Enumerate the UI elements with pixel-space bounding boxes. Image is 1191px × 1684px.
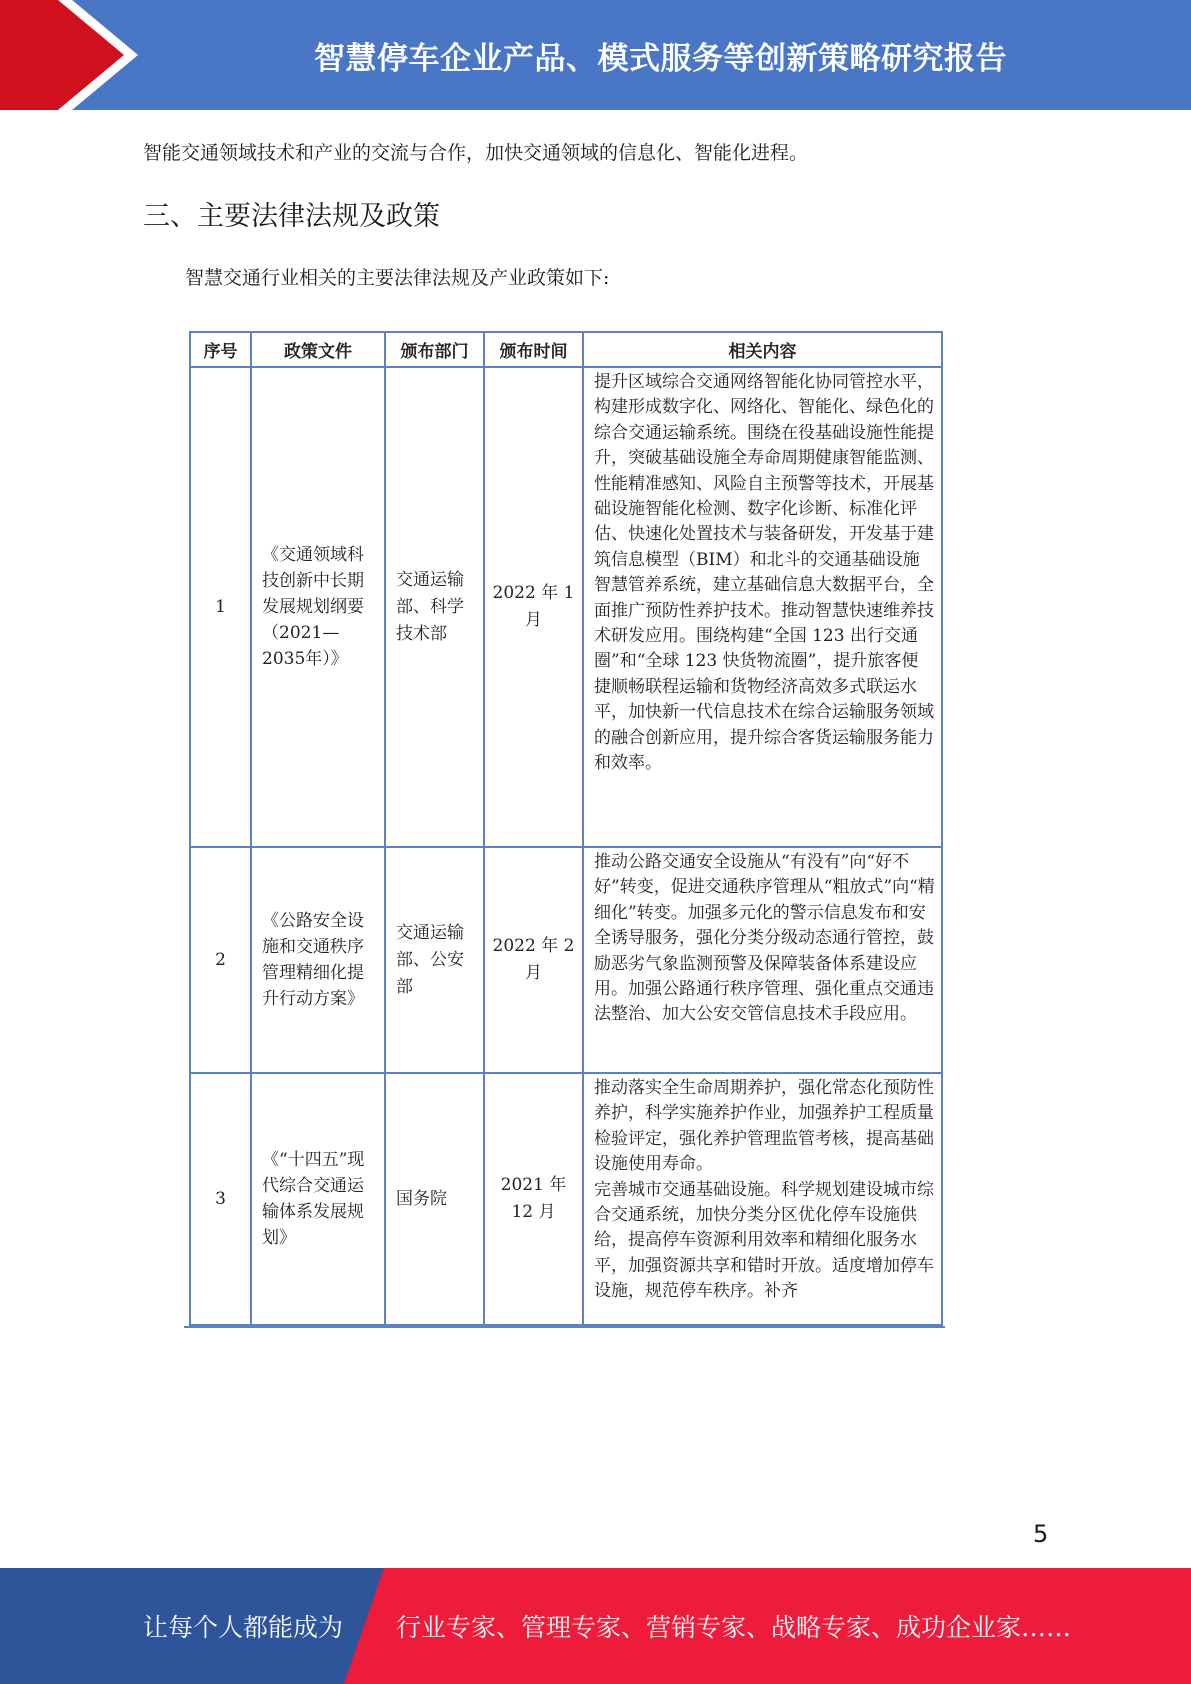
policy-table [189,331,943,1326]
header-num: 序号 [190,332,251,367]
header-dept: 颁布部门 [385,332,484,367]
table-row [190,847,942,1073]
chevron-arrow-icon [0,0,170,110]
section-heading: 三、主要法律法规及政策 [143,201,440,232]
lead-paragraph: 智慧交通行业相关的主要法律法规及产业政策如下: [185,267,610,289]
policy-content: 提升区域综合交通网络智能化协同管控水平，构建形成数字化、网络化、智能化、绿色化的综合交通运输系统。围绕在役基础设施性能提升，突破基础设施全寿命周期健康智能监测、性能精准感知、风险自主预警等技术，开展基础设施智能化检测、数字化诊断、标准化评估、快速化处置技术与装备研发，开发基于建筑信息模型（BIM）和北斗的交通基础设施智慧管养系统，建立基础信息大数据平台，全面推广预防性养护技术。推动智慧快速维养技术研发应用。围绕构建“全国 123 出行交通圈”和“全球 123 快货物流圈”，提升旅客便捷顺畅联程运输和货物经济高效多式联运水平，加快新一代信息技术在综合运输服务领域的融合创新应用，提升综合客货运输服务能力和效率。 [583,367,942,847]
intro-paragraph: 智能交通领域技术和产业的交流与合作，加快交通领域的信息化、智能化进程。 [143,142,809,164]
row-number: 2 [190,847,251,1073]
issue-date: 2022 年 2 月 [484,847,583,1073]
issue-date: 2021 年 12 月 [484,1073,583,1325]
report-title: 智慧停车企业产品、模式服务等创新策略研究报告 [314,40,1007,77]
issuing-department: 交通运输部、公安部 [385,847,484,1073]
row-number: 1 [190,367,251,847]
table-row [190,1073,942,1325]
issue-date: 2022 年 1 月 [484,367,583,847]
report-footer [0,1568,1191,1684]
issuing-department: 交通运输部、科学技术部 [385,367,484,847]
policy-document: 《公路安全设施和交通秩序管理精细化提升行动方案》 [251,847,385,1073]
header-doc: 政策文件 [251,332,385,367]
policy-content: 推动公路交通安全设施从“有没有”向“好不好”转变，促进交通秩序管理从“粗放式”向“精细化”转变。加强多元化的警示信息发布和安全诱导服务，强化分类分级动态通行管控，鼓励恶劣气象监测预警及保障装备体系建设应用。加强公路通行秩序管理、强化重点交通违法整治、加大公安交管信息技术手段应用。 [583,847,942,1073]
page-number: 5 [1033,1520,1049,1548]
table-bottom-rule [184,1326,945,1328]
policy-content: 推动落实全生命周期养护，强化常态化预防性养护，科学实施养护作业，加强养护工程质量检验评定，强化养护管理监管考核，提高基础设施使用寿命。 完善城市交通基础设施。科学规划建设城市综合交通系统，加快分类分区优化停车设施供给，提高停车资源利用效率和精细化服务水平，加强资源共享和错时开放。适度增加停车设施，规范停车秩序。补齐 [583,1073,942,1325]
footer-slogan-left: 让每个人都能成为 [143,1613,344,1642]
row-number: 3 [190,1073,251,1325]
table-header-row [190,332,942,367]
table-row [190,367,942,847]
policy-document: 《交通领域科技创新中长期发展规划纲要（2021—2035年）》 [251,367,385,847]
issuing-department: 国务院 [385,1073,484,1325]
policy-document: 《“十四五”现代综合交通运输体系发展规划》 [251,1073,385,1325]
report-header [0,0,1191,110]
footer-slogan-right: 行业专家、管理专家、营销专家、战略专家、成功企业家…… [396,1613,1072,1642]
header-content: 相关内容 [583,332,942,367]
header-date: 颁布时间 [484,332,583,367]
